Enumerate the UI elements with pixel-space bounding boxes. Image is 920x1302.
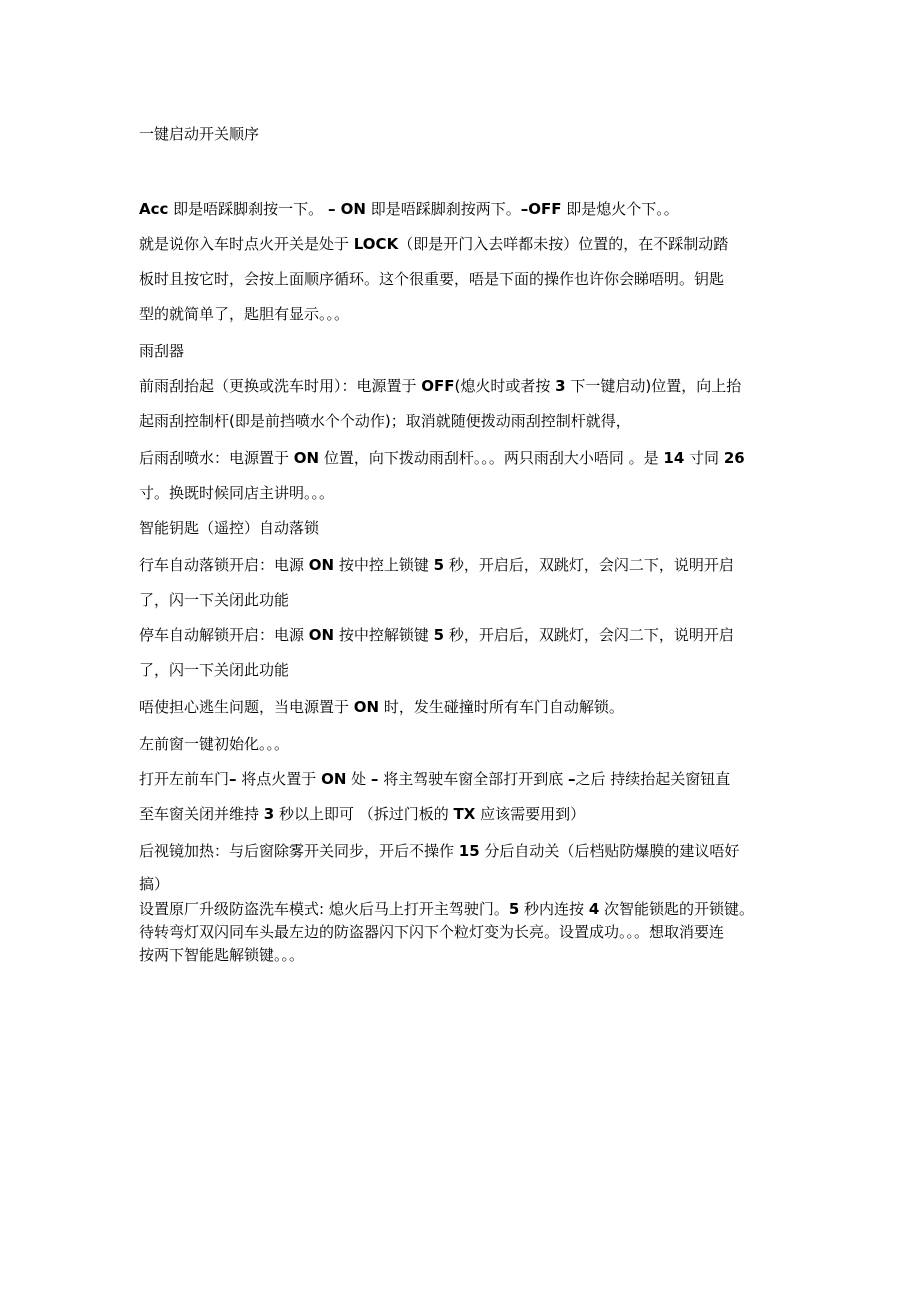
text-line: 后视镜加热：与后窗除雾开关同步，开后不操作 15 分后自动关（后档贴防爆膜的建议唔好 (139, 842, 740, 860)
text-line: 设置原厂升级防盗洗车模式: 熄火后马上打开主驾驶门。5 秒内连按 4 次智能锁匙的开锁键。 (139, 900, 755, 918)
text-line: 了，闪一下关闭此功能 (139, 661, 290, 679)
text-line: 后雨刮喷水：电源置于 ON 位置，向下拨动雨刮杆。。。两只雨刮大小唔同 。是 14 寸同 26 (139, 449, 745, 467)
text-line: 寸。换既时候同店主讲明。。。 (139, 484, 335, 502)
section-heading: 左前窗一键初始化。。。 (139, 735, 290, 753)
page-title: 一键启动开关顺序 (139, 125, 260, 143)
text-line: 搞） (139, 875, 170, 893)
text-line: 型的就简单了，匙胆有显示。。。 (139, 305, 350, 323)
text-line: 就是说你入车时点火开关是处于 LOCK（即是开门入去咩都未按）位置的，在不踩制动踏 (139, 235, 729, 253)
section-heading: 智能钥匙（遥控）自动落锁 (139, 519, 320, 537)
text-line: 板时且按它时，会按上面顺序循环。这个很重要，唔是下面的操作也许你会睇唔明。钥匙 (139, 270, 725, 288)
text-line: 至车窗关闭并维持 3 秒以上即可 （拆过门板的 TX 应该需要用到） (139, 805, 586, 823)
text-line: 按两下智能匙解锁键。。。 (139, 946, 305, 964)
text-line: 停车自动解锁开启：电源 ON 按中控解锁键 5 秒，开启后，双跳灯，会闪二下，说明开启 (139, 626, 734, 644)
section-heading: 雨刮器 (139, 342, 185, 360)
text-line: 行车自动落锁开启：电源 ON 按中控上锁键 5 秒，开启后，双跳灯，会闪二下，说明开启 (139, 556, 734, 574)
text-line: 起雨刮控制杆(即是前挡喷水个个动作)；取消就随便拨动雨刮控制杆就得， (139, 412, 631, 430)
text-line: Acc 即是唔踩脚刹按一下。 – ON 即是唔踩脚刹按两下。–OFF 即是熄火个下。。 (139, 200, 679, 218)
text-line: 唔使担心逃生问题，当电源置于 ON 时，发生碰撞时所有车门自动解锁。 (139, 698, 624, 716)
text-line: 前雨刮抬起（更换或洗车时用）：电源置于 OFF(熄火时或者按 3 下一键启动)位置，向上抬 (139, 377, 742, 395)
text-line: 了，闪一下关闭此功能 (139, 591, 290, 609)
text-line: 待转弯灯双闪同车头最左边的防盗器闪下闪下个粒灯变为长亮。设置成功。。。想取消要连 (139, 923, 725, 941)
text-line: 打开左前车门– 将点火置于 ON 处 – 将主驾驶车窗全部打开到底 –之后 持续抬起关窗钮直 (139, 770, 731, 788)
